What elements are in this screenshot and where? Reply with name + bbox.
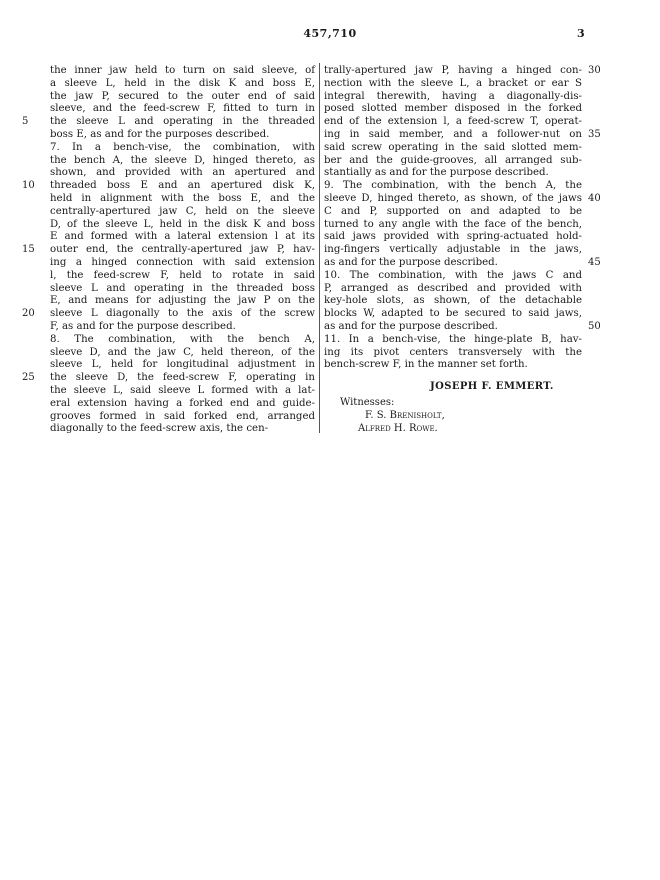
text-line: integral therewith, having a diagonally-dis-: [324, 90, 582, 102]
line-number: 50: [588, 321, 601, 332]
patent-number: 457,710: [303, 27, 357, 40]
text-line: 9. The combination, with the bench A, the: [324, 180, 582, 192]
text-line: 10. The combination, with the jaws C and: [324, 269, 582, 281]
text-line: the sleeve D, the feed-screw F, operating in: [50, 372, 315, 384]
text-line: shown, and provided with an apertured and: [50, 167, 315, 179]
text-line: ing-fingers vertically adjustable in the jaws,: [324, 244, 582, 256]
text-line: l, the feed-screw F, held to rotate in said: [50, 269, 315, 281]
line-number: 30: [588, 65, 601, 76]
text-line: bench-screw F, in the manner set forth.: [324, 359, 528, 371]
text-line: sleeve L and operating in the threaded boss: [50, 282, 315, 294]
text-line: P, arranged as described and provided with: [324, 282, 582, 294]
inventor-signature: JOSEPH F. EMMERT.: [430, 381, 554, 392]
text-line: D, of the sleeve L, held in the disk K and boss: [50, 218, 315, 230]
right-column: [324, 65, 582, 372]
text-line: C and P, supported on and adapted to be: [324, 205, 582, 217]
text-line: the jaw P, secured to the outer end of said: [50, 90, 315, 102]
text-line: sleeve L, held for longitudinal adjustment in: [50, 359, 315, 371]
text-line: said screw operating in the said slotted mem-: [324, 141, 582, 153]
text-line: held in alignment with the boss E, and the: [50, 192, 315, 204]
witness-2: Alfred H. Rowe.: [358, 423, 438, 434]
text-line: turned to any angle with the face of the bench,: [324, 218, 582, 230]
text-line: diagonally to the feed-screw axis, the cen-: [50, 423, 269, 435]
text-line: ing in said member, and a follower-nut on: [324, 128, 582, 140]
text-line: F, as and for the purpose described.: [50, 320, 236, 332]
text-line: said jaws provided with spring-actuated hold-: [324, 231, 582, 243]
text-line: sleeve D, and the jaw C, held thereon, of the: [50, 346, 315, 358]
text-line: 11. In a bench-vise, the hinge-plate B, hav-: [324, 333, 582, 345]
witness-1: F. S. Brenisholt,: [365, 410, 445, 421]
witnesses-label: Witnesses:: [340, 397, 395, 408]
text-line: sleeve D, hinged thereto, as shown, of the jaws: [324, 192, 582, 204]
text-line: as and for the purpose described.: [324, 256, 498, 268]
text-line: as and for the purpose described.: [324, 320, 498, 332]
line-number: 25: [22, 372, 35, 384]
text-line: posed slotted member disposed in the forked: [324, 103, 582, 115]
text-line: trally-apertured jaw P, having a hinged con-: [324, 65, 582, 76]
line-number: 40: [588, 193, 601, 204]
left-column: [50, 65, 315, 436]
page-number: 3: [577, 27, 585, 40]
text-line: the bench A, the sleeve D, hinged thereto, as: [50, 154, 315, 166]
text-line: 8. The combination, with the bench A,: [50, 333, 315, 345]
text-line: stantially as and for the purpose described.: [324, 167, 549, 179]
text-line: grooves formed in said forked end, arranged: [50, 410, 315, 422]
text-line: E and formed with a lateral extension l at its: [50, 231, 315, 243]
text-line: a sleeve L, held in the disk K and boss E,: [50, 77, 315, 89]
text-line: nection with the sleeve L, a bracket or ear S: [324, 77, 582, 89]
text-line: the sleeve L, said sleeve L formed with a lat-: [50, 384, 315, 396]
text-line: ber and the guide-grooves, all arranged sub-: [324, 154, 582, 166]
text-line: threaded boss E and an apertured disk K,: [50, 180, 315, 192]
line-number: 5: [22, 116, 29, 128]
line-number: 35: [588, 129, 601, 140]
text-line: sleeve L diagonally to the axis of the screw: [50, 308, 315, 320]
text-line: 7. In a bench-vise, the combination, with: [50, 141, 315, 153]
text-line: ing its pivot centers transversely with the: [324, 346, 582, 358]
text-line: centrally-apertured jaw C, held on the sleeve: [50, 205, 315, 217]
line-number: 45: [588, 257, 601, 268]
text-line: blocks W, adapted to be secured to said jaws,: [324, 308, 582, 320]
line-number: 15: [22, 244, 35, 256]
line-number: 10: [22, 180, 35, 192]
text-line: the sleeve L and operating in the threaded: [50, 116, 315, 128]
text-line: eral extension having a forked end and guide-: [50, 397, 315, 409]
text-line: sleeve, and the feed-screw F, fitted to turn in: [50, 103, 315, 115]
column-divider: [319, 63, 320, 433]
text-line: ing a hinged connection with said extension: [50, 256, 315, 268]
text-line: boss E, as and for the purposes described.: [50, 128, 270, 140]
text-line: end of the extension l, a feed-screw T, operat-: [324, 116, 582, 128]
text-line: key-hole slots, as shown, of the detachable: [324, 295, 582, 307]
text-line: the inner jaw held to turn on said sleeve, of: [50, 65, 315, 76]
text-line: E, and means for adjusting the jaw P on the: [50, 295, 315, 307]
text-line: outer end, the centrally-apertured jaw P, hav-: [50, 244, 315, 256]
line-number: 20: [22, 308, 35, 320]
